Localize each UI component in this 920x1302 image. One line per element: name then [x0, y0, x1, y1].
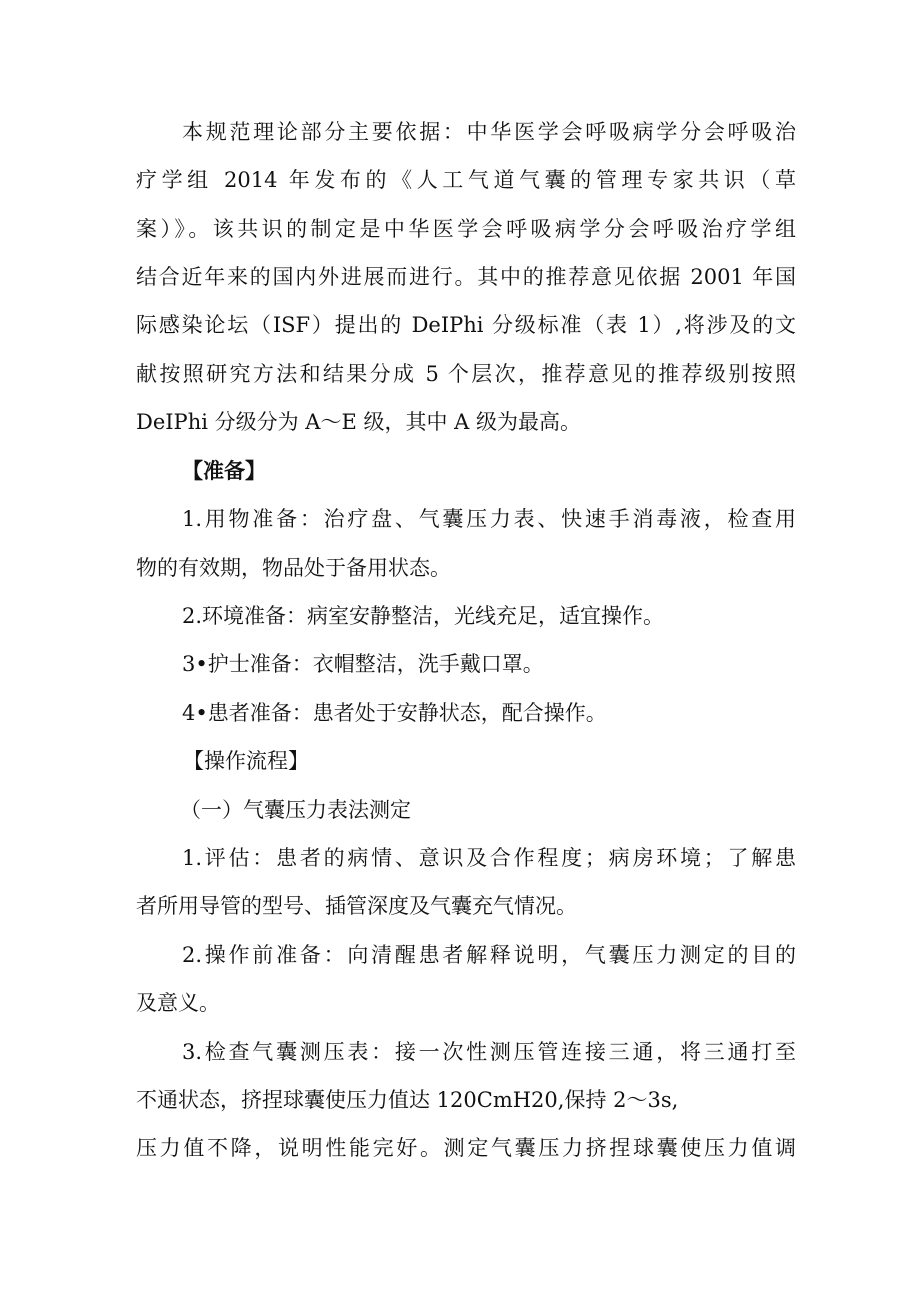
preparation-heading: 【准备】: [182, 458, 266, 483]
intro-line-5: 际感染论坛（ISF）提出的 DeIPhi 分级标准（表 1）,将涉及的文: [136, 313, 796, 337]
procedure-step-1-line-2: 者所用导管的型号、插管深度及气囊充气情况。: [136, 894, 577, 918]
preparation-item-3: 3•护士准备：衣帽整洁，洗手戴口罩。: [182, 652, 544, 676]
intro-line-4: 结合近年来的国内外进展而进行。其中的推荐意见依据 2001 年国: [136, 265, 796, 289]
procedure-step-2-line-1: 2.操作前准备：向清醒患者解释说明，气囊压力测定的目的: [182, 943, 796, 967]
intro-line-7: DeIPhi 分级分为 A～E 级，其中 A 级为最高。: [136, 410, 581, 434]
procedure-step-3-line-1: 3.检查气囊测压表：接一次性测压管连接三通，将三通打至: [182, 1040, 796, 1064]
preparation-item-1-line-1: 1.用物准备：治疗盘、气囊压力表、快速手消毒液，检查用: [182, 507, 796, 531]
intro-line-1: 本规范理论部分主要依据：中华医学会呼吸病学分会呼吸治: [182, 120, 796, 144]
preparation-item-4: 4•患者准备：患者处于安静状态，配合操作。: [182, 701, 607, 725]
intro-line-6: 献按照研究方法和结果分成 5 个层次，推荐意见的推荐级别按照: [136, 362, 796, 386]
procedure-step-3-line-2: 不通状态，挤捏球囊使压力值达 120CmH20,保持 2～3s,: [136, 1088, 679, 1112]
procedure-heading: 【操作流程】: [183, 749, 309, 773]
intro-line-2: 疗学组 2014 年发布的《人工气道气囊的管理专家共识（草: [136, 168, 796, 192]
preparation-item-2: 2.环境准备：病室安静整洁，光线充足，适宜操作。: [182, 604, 665, 628]
procedure-subheading: （一）气囊压力表法测定: [180, 798, 411, 822]
procedure-step-2-line-2: 及意义。: [136, 991, 220, 1015]
intro-line-3: 案）》。该共识的制定是中华医学会呼吸病学分会呼吸治疗学组: [136, 217, 796, 241]
procedure-step-1-line-1: 1.评估：患者的病情、意识及合作程度；病房环境；了解患: [182, 846, 796, 870]
preparation-item-1-line-2: 物的有效期，物品处于备用状态。: [136, 556, 451, 580]
procedure-step-3-line-3: 压力值不降，说明性能完好。测定气囊压力挤捏球囊使压力值调: [136, 1136, 796, 1160]
